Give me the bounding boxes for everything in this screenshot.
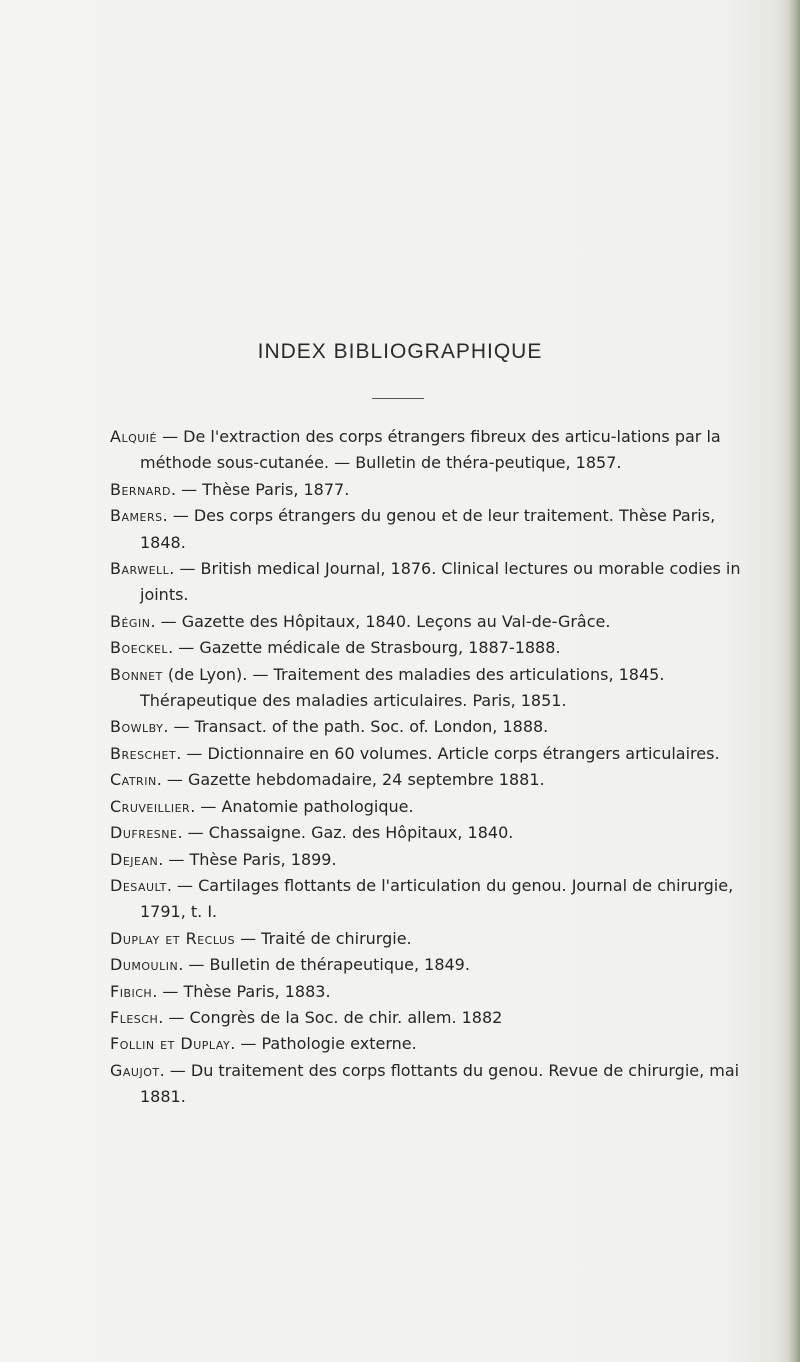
bibliography-entry <box>110 1058 746 1111</box>
entry-author: Alquié <box>110 427 157 446</box>
entry-author: Desault <box>110 875 167 895</box>
bibliography-entry <box>110 847 746 873</box>
bibliography-entry <box>110 503 746 556</box>
entry-author: Duplay et Reclus <box>110 928 235 948</box>
entry-text: . — Dictionnaire en 60 volumes. Article corps étrangers articulaires. <box>176 743 720 763</box>
entry-author: Flesch <box>110 1007 159 1027</box>
entry-text: . — Gazette médicale de Strasbourg, 1887-1888. <box>168 638 561 658</box>
bibliography-list <box>110 424 746 1111</box>
entry-author: Breschet <box>110 743 177 763</box>
bibliography-entry <box>110 741 746 767</box>
entry-author: Catrin <box>110 770 157 790</box>
entry-author: Dumoulin <box>110 955 179 975</box>
title-divider <box>372 398 424 399</box>
entry-text: . — Thèse Paris, 1883. <box>152 981 331 1001</box>
bibliography-entry <box>110 714 746 740</box>
bibliography-entry <box>110 926 746 952</box>
entry-author: Dejean <box>110 849 159 869</box>
bibliography-entry <box>110 820 746 846</box>
bibliography-entry <box>110 662 746 715</box>
bibliography-entry <box>110 635 746 661</box>
entry-author: Dufresne <box>110 823 178 843</box>
bibliography-entry <box>110 1031 746 1057</box>
entry-author: Barwell <box>110 559 170 579</box>
bibliography-entry <box>110 979 746 1005</box>
entry-text: . — Anatomie pathologique. <box>190 796 414 816</box>
entry-text: . — Gazette des Hôpitaux, 1840. Leçons au Val-de-Grâce. <box>150 611 611 631</box>
bibliography-entry <box>110 952 746 978</box>
entry-text: . — Thèse Paris, 1899. <box>158 849 337 869</box>
bibliography-entry <box>110 873 746 926</box>
entry-author: Fibich <box>110 981 153 1001</box>
entry-text: . — Pathologie externe. <box>230 1034 417 1054</box>
entry-author: Bowlby <box>110 717 164 737</box>
entry-text: — De l'extraction des corps étrangers fibreux des articu-lations par la méthode sous-cutanée. — Bulletin de théra-peutique, 1857. <box>140 427 721 473</box>
entry-text: . — Bulletin de thérapeutique, 1849. <box>178 955 470 975</box>
entry-text: . — Congrès de la Soc. de chir. allem. 1882 <box>158 1007 503 1027</box>
bibliography-entry <box>110 556 746 609</box>
entry-author: Bonnet <box>110 664 163 684</box>
bibliography-entry <box>110 477 746 503</box>
bibliography-entry <box>110 609 746 635</box>
entry-text: . — Du traitement des corps flottants du genou. Revue de chirurgie, mai 1881. <box>140 1060 740 1107</box>
entry-author: Cruveillier <box>110 796 191 816</box>
entry-author: Bernard <box>110 479 171 499</box>
entry-text: . — Thèse Paris, 1877. <box>170 479 350 499</box>
entry-author: Bégin <box>110 611 151 631</box>
page-edge-shadow <box>788 0 800 1362</box>
bibliography-entry <box>110 794 746 820</box>
bibliography-entry <box>110 1005 746 1031</box>
entry-text: . — Transact. of the path. Soc. of. London, 1888. <box>163 717 549 737</box>
entry-text: . — British medical Journal, 1876. Clinical lectures ou morable codies in joints. <box>140 559 741 605</box>
entry-text: . — Des corps étrangers du genou et de leur traitement. Thèse Paris, 1848. <box>140 506 716 552</box>
entry-text: — Traité de chirurgie. <box>234 928 412 948</box>
entry-author: Follin et Duplay <box>110 1034 231 1054</box>
entry-author: Bamers <box>110 506 163 526</box>
entry-text: . — Gazette hebdomadaire, 24 septembre 1881. <box>156 770 545 790</box>
bibliography-entry <box>110 424 746 477</box>
entry-text: (de Lyon). — Traitement des maladies des articulations, 1845. Thérapeutique des maladies articulaires. Paris, 1851. <box>140 664 665 711</box>
entry-author: Boeckel <box>110 638 169 658</box>
page-title: INDEX BIBLIOGRAPHIQUE <box>257 340 543 363</box>
entry-author: Gaujot <box>110 1060 160 1080</box>
entry-text: . — Chassaigne. Gaz. des Hôpitaux, 1840. <box>177 823 514 843</box>
bibliography-entry <box>110 767 746 793</box>
entry-text: . — Cartilages flottants de l'articulation du genou. Journal de chirurgie, 1791, t. I. <box>140 875 734 922</box>
